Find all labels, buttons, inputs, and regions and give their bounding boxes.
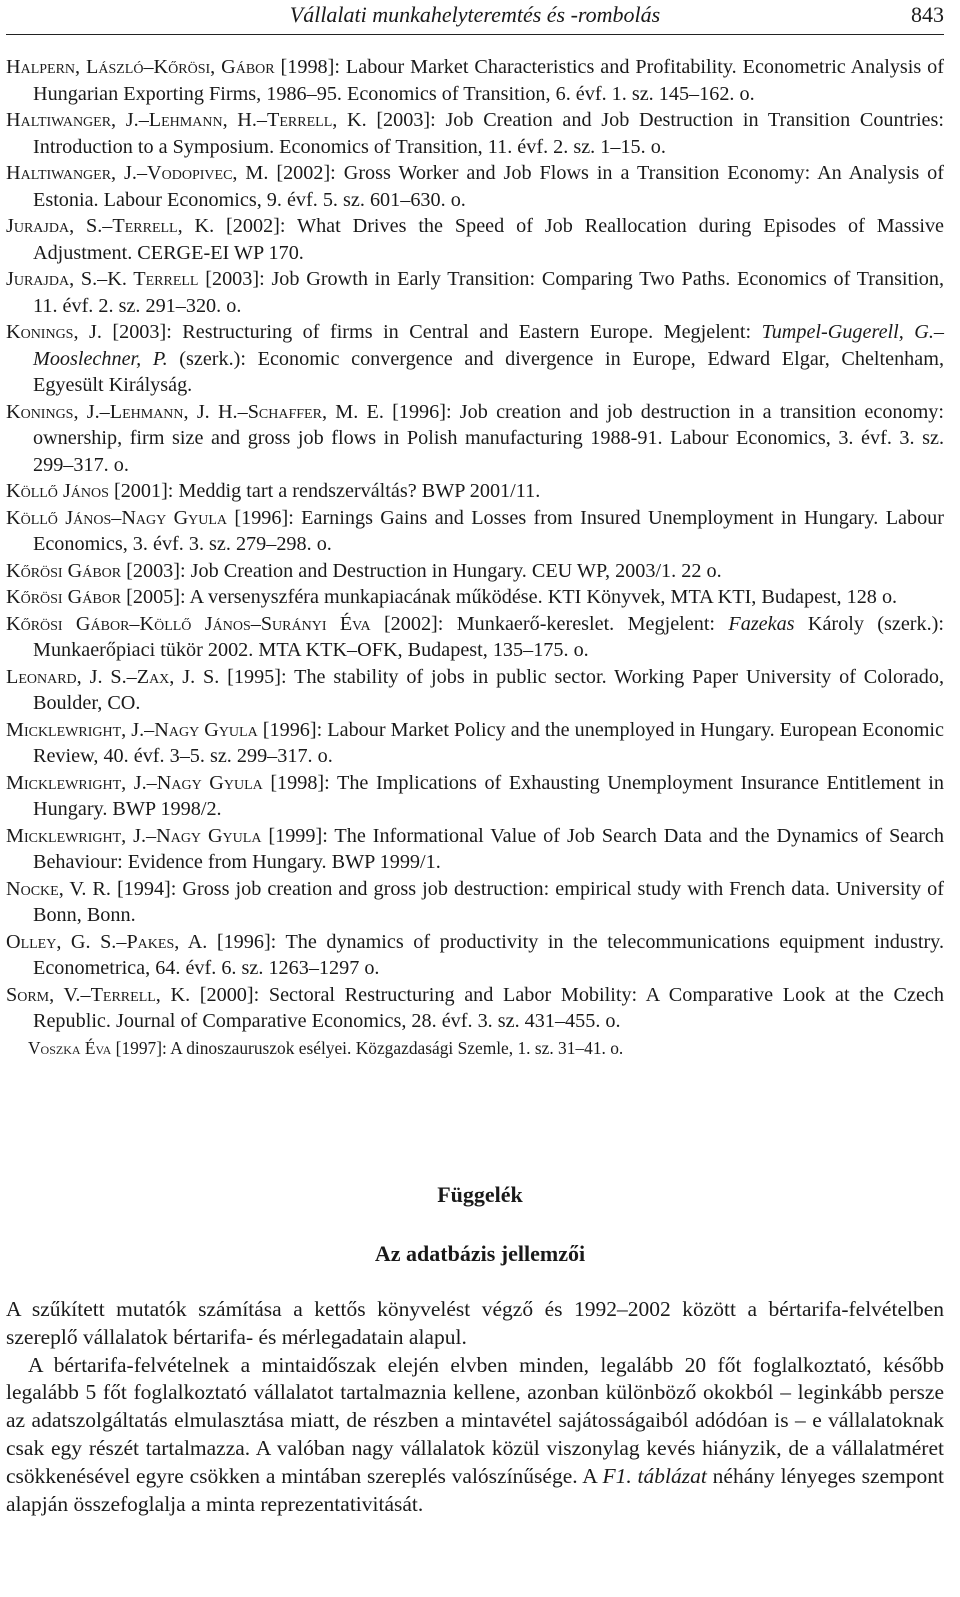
reference-text: [2002]: What Drives the Speed of Job Reallocation during Episodes of Massive Adjustment. CERGE-EI WP 170. [33, 215, 945, 264]
running-header [6, 0, 944, 32]
reference-item [6, 505, 944, 558]
reference-item [6, 876, 944, 929]
reference-text: [2003]: Job Growth in Early Transition: Comparing Two Paths. Economics of Transition, 11. évf. 2. sz. 291–320. o. [33, 268, 944, 317]
reference-authors: Sorm, V.–Terrell, K. [6, 983, 191, 1006]
paragraph [6, 1352, 944, 1519]
reference-authors: Konings, J.–Lehmann, J. H.–Schaffer, M. E. [6, 400, 384, 423]
reference-editors: Tumpel-Gugerell, G.–Mooslechner, P. [33, 321, 945, 370]
reference-authors: Kőrösi Gábor [6, 559, 122, 582]
reference-authors: Voszka Éva [28, 1037, 112, 1058]
header-rule [6, 34, 944, 35]
paragraph-text: néhány lényeges szempont alapján összefoglalja a minta reprezentativitását. [6, 1463, 945, 1516]
reference-text: [1996]: The dynamics of productivity in the telecommunications equipment industry. Econometrica, 64. évf. 6. sz. 1263–1297 o. [33, 930, 944, 979]
reference-editors: Fazekas [728, 612, 795, 635]
reference-text: [1999]: The Informational Value of Job Search Data and the Dynamics of Search Behaviour: Evidence from Hungary. BWP 1999/1. [33, 824, 944, 873]
paragraph-text: A bértarifa-felvételnek a mintaidőszak elején elvben minden, legalább 20 főt foglalkoztató, később legalább 5 főt foglalkoztató vállalatot tartalmaznia kellene, azonban különböző okokból – leginkább persze az adatszolgáltatás elmulasztása miatt, de részben a mintavétel sajátosságaiból adódóan is – e vállalatoknak csak egy részét tartalmazza. A valóban nagy vállalatok közül viszonylag kevés hiányzik, de a vállalatméret csökkenésével egyre csökken a mintában szereplés valószínűsége. A [6, 1352, 944, 1488]
reference-item [6, 1035, 944, 1062]
reference-text: (szerk.): Economic convergence and divergence in Europe, Edward Elgar, Cheltenham, Egyesült Királyság. [33, 347, 944, 396]
reference-text: [1998]: Labour Market Characteristics and Profitability. Econometric Analysis of Hungarian Exporting Firms, 1986–95. Economics of Transition, 6. évf. 1. sz. 145–162. o. [33, 56, 944, 105]
running-title: Vállalati munkahelyteremtés és -rombolás [289, 2, 661, 27]
reference-authors: Jurajda, S.–K. Terrell [6, 268, 199, 290]
appendix-body [6, 1296, 944, 1518]
reference-authors: Haltiwanger, J.–Lehmann, H.–Terrell, K. [6, 109, 367, 131]
appendix-title: Függelék [437, 1182, 523, 1207]
reference-authors: Micklewright, J.–Nagy Gyula [6, 718, 258, 741]
reference-text: Károly (szerk.): Munkaerőpiaci tükör 2002. MTA KTK–OFK, Budapest, 135–175. o. [33, 612, 944, 661]
reference-item [6, 54, 944, 107]
reference-text: [1996]: Labour Market Policy and the unemployed in Hungary. European Economic Review, 40. évf. 3–5. sz. 299–317. o. [33, 718, 944, 767]
reference-text: [1997]: A dinoszauruszok esélyei. Közgazdasági Szemle, 1. sz. 31–41. o. [111, 1037, 624, 1058]
paragraph: A szűkített mutatók számítása a kettős könyvelést végző és 1992–2002 között a bértarifa-felvételben szereplő vállalatok bértarifa- és mérlegadatain alapul. [6, 1297, 944, 1349]
reference-text: [2001]: Meddig tart a rendszerváltás? BWP 2001/11. [108, 480, 541, 502]
reference-item [6, 664, 944, 717]
reference-item [6, 399, 944, 479]
reference-text: [1996]: Job creation and job destruction in a transition economy: ownership, firm size and gross job flows in Polish manufacturing 1988-91. Labour Economics, 3. évf. 3. sz. 299–317. o. [33, 400, 945, 476]
reference-text: [2003]: Job Creation and Job Destruction in Transition Countries: Introduction to a Symposium. Economics of Transition, 11. évf. 2. sz. 1–15. o. [33, 109, 944, 158]
reference-authors: Kőrösi Gábor–Köllő János–Surányi Éva [6, 612, 371, 635]
reference-text: [2003]: Restructuring of firms in Central and Eastern Europe. Megjelent: [101, 321, 762, 343]
reference-text: [2002]: Munkaerő-kereslet. Megjelent: [370, 612, 729, 635]
reference-authors: Köllő János [6, 480, 109, 502]
reference-item [6, 478, 944, 505]
reference-text: [2005]: A versenyszféra munkapiacának működése. KTI Könyvek, MTA KTI, Budapest, 128 o. [121, 586, 898, 608]
reference-text: [1998]: The Implications of Exhausting Unemployment Insurance Entitlement in Hungary. BWP 1998/2. [33, 771, 944, 820]
reference-authors: Köllő János–Nagy Gyula [6, 506, 228, 529]
reference-authors: Kőrösi Gábor [6, 586, 122, 608]
reference-text: [2002]: Gross Worker and Job Flows in a Transition Economy: An Analysis of Estonia. Labour Economics, 9. évf. 5. sz. 601–630. o. [33, 162, 944, 211]
reference-item [6, 982, 944, 1035]
reference-item [6, 558, 944, 585]
reference-authors: Micklewright, J.–Nagy Gyula [6, 771, 263, 794]
reference-authors: Haltiwanger, J.–Vodopivec, M. [6, 162, 269, 184]
reference-item [6, 823, 944, 876]
reference-text: [1996]: Earnings Gains and Losses from Insured Unemployment in Hungary. Labour Economics, 3. évf. 3. sz. 279–298. o. [33, 506, 944, 555]
reference-text: [1994]: Gross job creation and gross job destruction: empirical study with French data. University of Bonn, Bonn. [33, 877, 944, 926]
reference-authors: Jurajda, S.–Terrell, K. [6, 215, 215, 237]
reference-text: [2003]: Job Creation and Destruction in Hungary. CEU WP, 2003/1. 22 o. [121, 559, 722, 582]
reference-item [6, 266, 944, 319]
reference-item [6, 770, 944, 823]
reference-item [6, 107, 944, 160]
reference-list [6, 54, 944, 1061]
reference-item [6, 717, 944, 770]
reference-authors: Nocke, V. R. [6, 877, 111, 900]
reference-item [6, 584, 944, 611]
reference-authors: Halpern, László–Kőrösi, Gábor [6, 56, 275, 78]
reference-text: [2000]: Sectoral Restructuring and Labor Mobility: A Comparative Look at the Czech Republic. Journal of Comparative Economics, 28. évf. 3. sz. 431–455. o. [33, 983, 944, 1032]
reference-item [6, 213, 944, 266]
reference-item [6, 160, 944, 213]
appendix-subtitle: Az adatbázis jellemzői [374, 1241, 586, 1266]
reference-authors: Leonard, J. S.–Zax, J. S. [6, 665, 220, 688]
reference-item [6, 611, 944, 664]
reference-authors: Konings, J. [6, 321, 102, 343]
reference-text: [1995]: The stability of jobs in public sector. Working Paper University of Colorado, Boulder, CO. [33, 665, 944, 714]
page-number: 843 [911, 2, 944, 27]
reference-authors: Micklewright, J.–Nagy Gyula [6, 824, 262, 847]
reference-item [6, 319, 944, 399]
reference-item [6, 929, 944, 982]
table-reference: F1. táblázat [602, 1463, 707, 1488]
reference-authors: Olley, G. S.–Pakes, A. [6, 930, 208, 953]
